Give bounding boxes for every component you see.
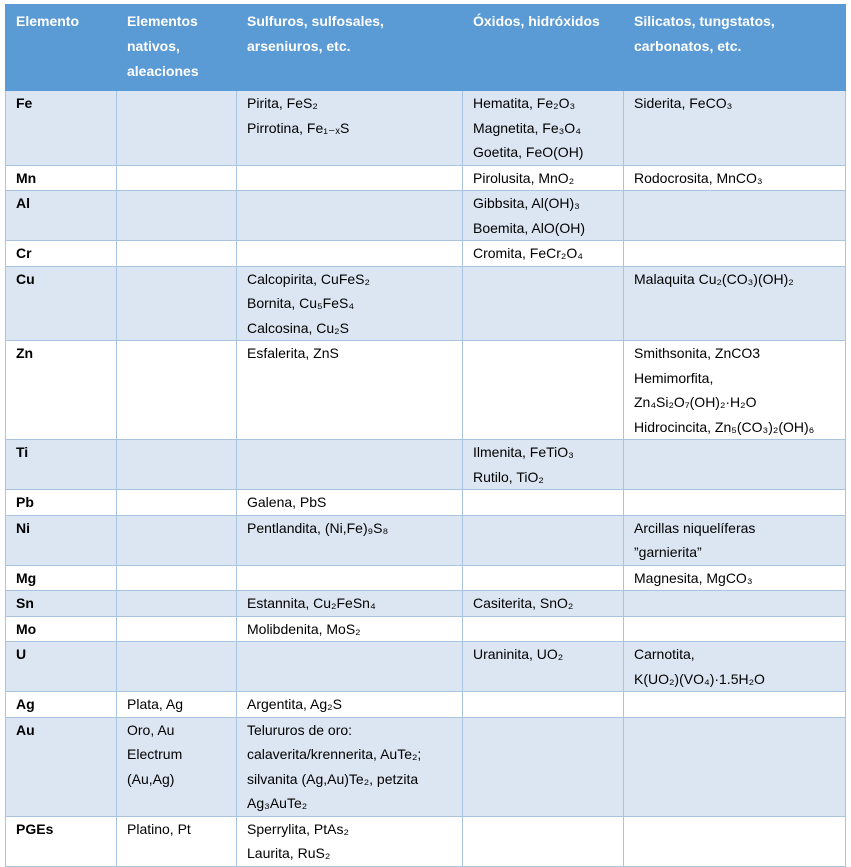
silicates-line: Hemimorfita, bbox=[634, 369, 714, 386]
sulfides-line: Pirita, FeS₂ bbox=[247, 95, 318, 111]
sulfides-line: Argentita, Ag₂S bbox=[247, 696, 342, 712]
sulfides-line: Estannita, Cu₂FeSn₄ bbox=[247, 595, 376, 611]
table-row bbox=[6, 616, 846, 642]
oxides-cell bbox=[463, 191, 624, 241]
silicates-cell bbox=[624, 591, 846, 617]
table-row bbox=[6, 717, 846, 816]
element-cell: U bbox=[6, 642, 117, 692]
table-row bbox=[6, 440, 846, 490]
silicates-cell bbox=[624, 440, 846, 490]
native-cell bbox=[117, 816, 237, 866]
sulfides-cell bbox=[237, 266, 463, 341]
silicates-cell bbox=[624, 191, 846, 241]
table-row bbox=[6, 91, 846, 166]
header-sulfides: Sulfuros, sulfosales, arseniuros, etc. bbox=[237, 5, 463, 91]
header-silicates: Silicatos, tungstatos, carbonatos, etc. bbox=[624, 5, 846, 91]
element-cell: Ti bbox=[6, 440, 117, 490]
sulfides-cell bbox=[237, 642, 463, 692]
sulfides-cell bbox=[237, 692, 463, 718]
element-cell: Ag bbox=[6, 692, 117, 718]
oxides-cell bbox=[463, 490, 624, 516]
sulfides-line: Laurita, RuS₂ bbox=[247, 845, 331, 861]
sulfides-cell bbox=[237, 341, 463, 440]
silicates-line: Siderita, FeCO₃ bbox=[634, 95, 733, 111]
element-cell: Mo bbox=[6, 616, 117, 642]
sulfides-line: Calcosina, Cu₂S bbox=[247, 319, 349, 336]
element-cell: PGEs bbox=[6, 816, 117, 866]
silicates-line: Magnesita, MgCO₃ bbox=[634, 569, 753, 586]
sulfides-cell bbox=[237, 191, 463, 241]
sulfides-cell bbox=[237, 616, 463, 642]
header-oxides: Óxidos, hidróxidos bbox=[463, 5, 624, 91]
silicates-cell bbox=[624, 642, 846, 692]
table-row bbox=[6, 515, 846, 565]
sulfides-line: Calcopirita, CuFeS₂ bbox=[247, 270, 370, 287]
native-line: (Au,Ag) bbox=[127, 770, 175, 787]
oxides-cell bbox=[463, 515, 624, 565]
native-line: Electrum bbox=[127, 746, 183, 762]
oxides-cell bbox=[463, 440, 624, 490]
silicates-line: Arcillas niquelíferas bbox=[634, 519, 756, 536]
silicates-cell bbox=[624, 241, 846, 267]
silicates-line: Rodocrosita, MnCO₃ bbox=[634, 169, 763, 186]
oxides-cell bbox=[463, 591, 624, 617]
oxides-line: Uraninita, UO₂ bbox=[473, 646, 564, 662]
sulfides-cell bbox=[237, 440, 463, 490]
oxides-cell bbox=[463, 241, 624, 267]
oxides-line: Rutilo, TiO₂ bbox=[473, 468, 544, 485]
element-cell: Al bbox=[6, 191, 117, 241]
oxides-cell bbox=[463, 91, 624, 166]
header-element: Elemento bbox=[6, 5, 117, 91]
element-cell: Sn bbox=[6, 591, 117, 617]
oxides-line: Gibbsita, Al(OH)₃ bbox=[473, 195, 580, 211]
sulfides-line: silvanita (Ag,Au)Te₂, petzita bbox=[247, 770, 419, 787]
oxides-cell bbox=[463, 642, 624, 692]
oxides-cell bbox=[463, 717, 624, 816]
oxides-line: Pirolusita, MnO₂ bbox=[473, 169, 575, 186]
sulfides-cell bbox=[237, 717, 463, 816]
header-row bbox=[6, 5, 846, 91]
element-cell: Mn bbox=[6, 165, 117, 191]
native-cell bbox=[117, 191, 237, 241]
native-line: Platino, Pt bbox=[127, 820, 191, 837]
table-row bbox=[6, 565, 846, 591]
oxides-line: Hematita, Fe₂O₃ bbox=[473, 95, 576, 111]
sulfides-cell bbox=[237, 241, 463, 267]
minerals-table bbox=[5, 4, 846, 867]
sulfides-cell bbox=[237, 490, 463, 516]
silicates-cell bbox=[624, 616, 846, 642]
table-row bbox=[6, 490, 846, 516]
sulfides-line: Molibdenita, MoS₂ bbox=[247, 620, 361, 637]
sulfides-line: Pentlandita, (Ni,Fe)₉S₈ bbox=[247, 519, 389, 536]
oxides-cell bbox=[463, 816, 624, 866]
native-cell bbox=[117, 642, 237, 692]
oxides-cell bbox=[463, 165, 624, 191]
element-cell: Mg bbox=[6, 565, 117, 591]
sulfides-cell bbox=[237, 165, 463, 191]
silicates-cell bbox=[624, 341, 846, 440]
table-row bbox=[6, 266, 846, 341]
native-line: Oro, Au bbox=[127, 721, 175, 738]
native-cell bbox=[117, 515, 237, 565]
sulfides-line: Telururos de oro: bbox=[247, 721, 353, 738]
native-cell bbox=[117, 241, 237, 267]
sulfides-cell bbox=[237, 91, 463, 166]
table-row bbox=[6, 191, 846, 241]
native-cell bbox=[117, 440, 237, 490]
native-cell bbox=[117, 717, 237, 816]
sulfides-line: Esfalerita, ZnS bbox=[247, 345, 339, 361]
table-body bbox=[6, 91, 846, 867]
silicates-cell bbox=[624, 565, 846, 591]
table-row bbox=[6, 341, 846, 440]
silicates-line: ”garnierita” bbox=[634, 544, 702, 560]
oxides-line: Boemita, AlO(OH) bbox=[473, 219, 586, 236]
element-cell: Cr bbox=[6, 241, 117, 267]
oxides-line: Cromita, FeCr₂O₄ bbox=[473, 245, 583, 261]
silicates-cell bbox=[624, 692, 846, 718]
sulfides-cell bbox=[237, 816, 463, 866]
element-cell: Ni bbox=[6, 515, 117, 565]
native-cell bbox=[117, 692, 237, 718]
element-cell: Cu bbox=[6, 266, 117, 341]
native-cell bbox=[117, 565, 237, 591]
silicates-cell bbox=[624, 717, 846, 816]
sulfides-line: Ag₃AuTe₂ bbox=[247, 795, 308, 811]
oxides-cell bbox=[463, 692, 624, 718]
native-cell bbox=[117, 165, 237, 191]
native-cell bbox=[117, 490, 237, 516]
sulfides-line: Pirrotina, Fe₁₋ₓS bbox=[247, 119, 350, 136]
sulfides-line: Galena, PbS bbox=[247, 494, 327, 510]
table-row bbox=[6, 591, 846, 617]
element-cell: Fe bbox=[6, 91, 117, 166]
silicates-cell bbox=[624, 165, 846, 191]
oxides-cell bbox=[463, 341, 624, 440]
oxides-line: Magnetita, Fe₃O₄ bbox=[473, 119, 581, 136]
silicates-cell bbox=[624, 91, 846, 166]
silicates-line: Malaquita Cu₂(CO₃)(OH)₂ bbox=[634, 270, 794, 287]
native-line: Plata, Ag bbox=[127, 696, 184, 712]
native-cell bbox=[117, 591, 237, 617]
sulfides-cell bbox=[237, 515, 463, 565]
native-cell bbox=[117, 266, 237, 341]
silicates-line: Hidrocincita, Zn₅(CO₃)₂(OH)₆ bbox=[634, 418, 815, 435]
oxides-line: Ilmenita, FeTiO₃ bbox=[473, 444, 574, 460]
oxides-cell bbox=[463, 565, 624, 591]
native-cell bbox=[117, 341, 237, 440]
element-cell: Pb bbox=[6, 490, 117, 516]
sulfides-cell bbox=[237, 591, 463, 617]
sulfides-line: Bornita, Cu₅FeS₄ bbox=[247, 295, 355, 311]
sulfides-line: calaverita/krennerita, AuTe₂; bbox=[247, 746, 422, 762]
sulfides-cell bbox=[237, 565, 463, 591]
silicates-line: K(UO₂)(VO₄)·1.5H₂O bbox=[634, 670, 765, 687]
silicates-line: Smithsonita, ZnCO3 bbox=[634, 345, 761, 361]
element-cell: Zn bbox=[6, 341, 117, 440]
table-row bbox=[6, 165, 846, 191]
silicates-cell bbox=[624, 515, 846, 565]
element-cell: Au bbox=[6, 717, 117, 816]
silicates-line: Carnotita, bbox=[634, 646, 695, 662]
sulfides-line: Sperrylita, PtAs₂ bbox=[247, 820, 349, 837]
oxides-line: Goetita, FeO(OH) bbox=[473, 144, 584, 160]
oxides-line: Casiterita, SnO₂ bbox=[473, 595, 574, 611]
oxides-cell bbox=[463, 616, 624, 642]
oxides-cell bbox=[463, 266, 624, 341]
header-native: Elementos nativos, aleaciones bbox=[117, 5, 237, 91]
table-row bbox=[6, 241, 846, 267]
native-cell bbox=[117, 616, 237, 642]
silicates-cell bbox=[624, 816, 846, 866]
silicates-line: Zn₄Si₂O₇(OH)₂·H₂O bbox=[634, 394, 757, 410]
silicates-cell bbox=[624, 490, 846, 516]
silicates-cell bbox=[624, 266, 846, 341]
table-row bbox=[6, 642, 846, 692]
native-cell bbox=[117, 91, 237, 166]
table-row bbox=[6, 816, 846, 866]
table-row bbox=[6, 692, 846, 718]
